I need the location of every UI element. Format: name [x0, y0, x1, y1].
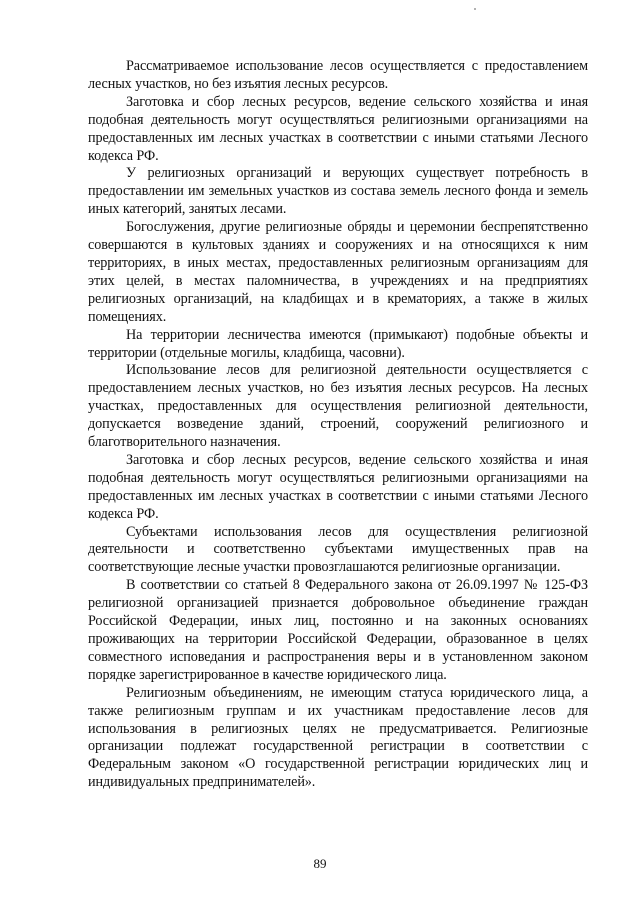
paragraph-1: Рассматриваемое использование лесов осуществляется с предоставлением лесных участков, но без изъятия лесных ресурсов.: [88, 58, 588, 92]
scan-speck: [474, 8, 476, 10]
paragraph-3: У религиозных организаций и верующих существует потребность в предоставлении им земельных участков из состава земель лесного фонда и земель иных категорий, занятых лесами.: [88, 165, 588, 218]
body-text: [88, 58, 588, 792]
paragraph-5: На территории лесничества имеются (примыкают) подобные объекты и территории (отдельные могилы, кладбища, часовни).: [88, 326, 588, 361]
paragraph-4: Богослужения, другие религиозные обряды и церемонии беспрепятственно совершаются в культовых зданиях и сооружениях и на относящихся к ним территориях, в иных местах, предоставленных религиозным организациям для этих целей, в местах паломничества, в учреждениях и на предприятиях религиозных организаций, на кладбищах и в крематориях, а также в жилых помещениях.: [88, 219, 588, 325]
page-number: 89: [313, 856, 327, 871]
paragraph-9: В соответствии со статьей 8 Федерального закона от 26.09.1997 № 125-ФЗ религиозной организацией признается добровольное объединение граждан Российской Федерации, иных лиц, постоянно и на законных основаниях проживающих на территории Российской Федерации, образованное в целях совместного исповедания и распространения веры и в установленном законом порядке зарегистрированное в качестве юридического лица.: [88, 577, 588, 683]
paragraph-10: Религиозным объединениям, не имеющим статуса юридического лица, а также религиозным группам и их участникам предоставление лесов для использования в религиозных целях не предусматривается. Религиозные организации подлежат государственной регистрации в соответствии с Федеральным законом «О государственной регистрации юридических лиц и индивидуальных предпринимателей».: [88, 684, 588, 791]
paragraph-2: Заготовка и сбор лесных ресурсов, ведение сельского хозяйства и иная подобная деятельность могут осуществляться религиозными организациями на предоставленных им лесных участках в соответствии с иными статьями Лесного кодекса РФ.: [88, 93, 588, 164]
paragraph-6: Использование лесов для религиозной деятельности осуществляется с предоставлением лесных участков, но без изъятия лесных ресурсов. На лесных участках, предоставленных для осуществления религиозной деятельности, допускается возведение зданий, строений, сооружений религиозного и благотворительного назначения.: [88, 362, 588, 451]
paragraph-8: Субъектами использования лесов для осуществления религиозной деятельности и соответственно субъектами имущественных прав на соответствующие лесные участки провозглашаются религиозные организации.: [88, 523, 588, 576]
paragraph-7: Заготовка и сбор лесных ресурсов, ведение сельского хозяйства и иная подобная деятельность могут осуществляться религиозными организациями на предоставленных им лесных участках в соответствии с иными статьями Лесного кодекса РФ.: [88, 451, 588, 522]
